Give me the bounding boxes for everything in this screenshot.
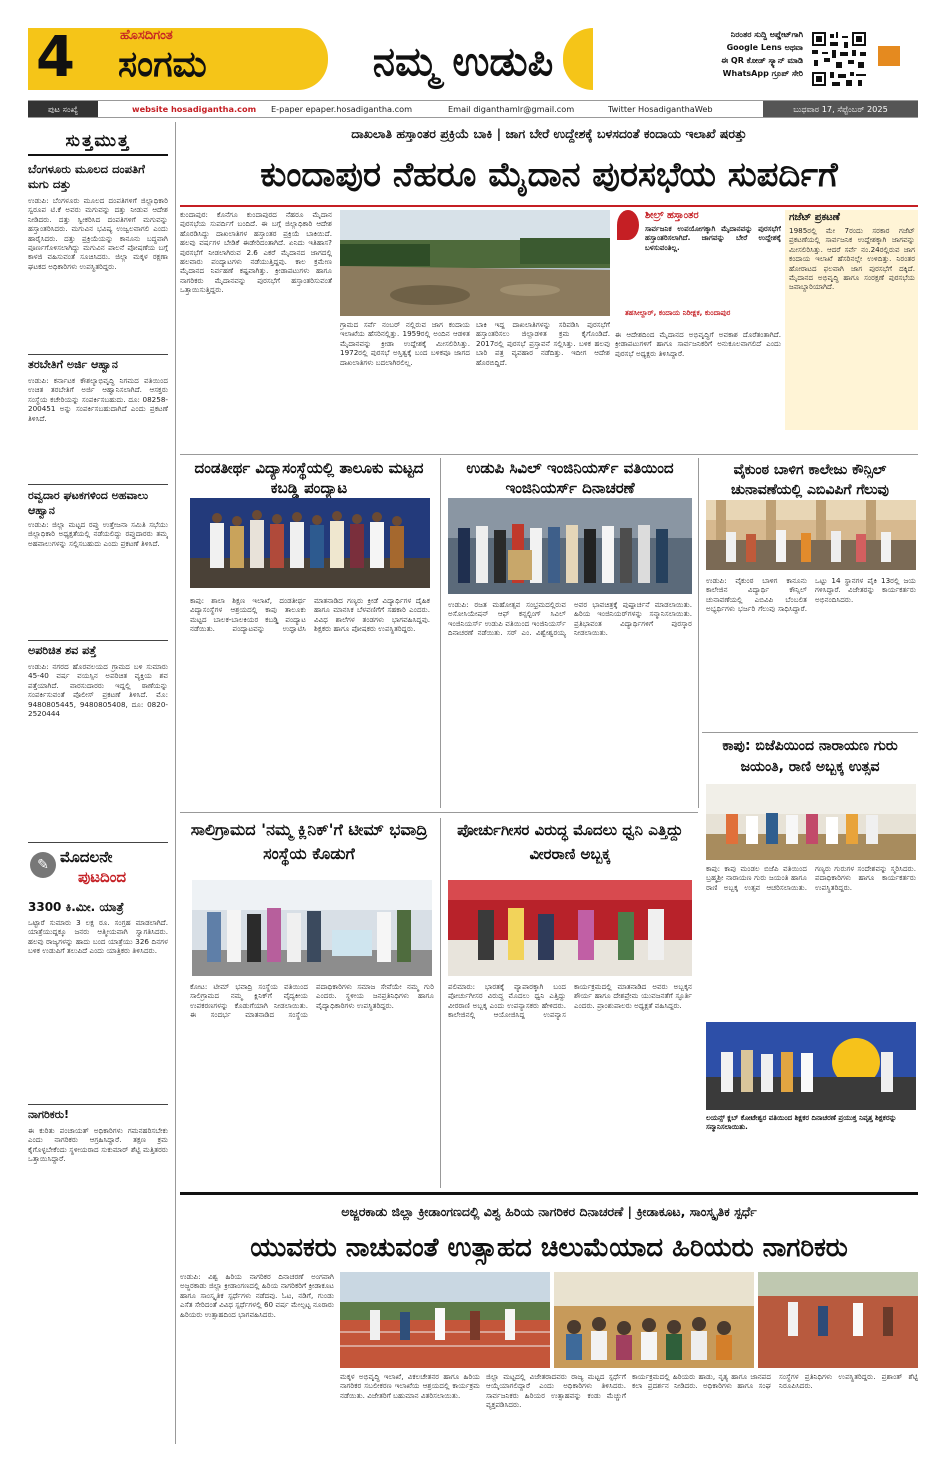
lions-photo-art [706, 1022, 916, 1110]
story-headline: ಪೋರ್ಚುಗೀಸರ ವಿರುದ್ಧ ಮೊದಲು ಧ್ವನಿ ಎತ್ತಿದ್ದು ವೀರರಾಣಿ ಅಬ್ಬಕ್ಕ [457, 821, 683, 863]
seated-photo [554, 1272, 754, 1368]
sidebar-headline: ತರಬೇತಿಗೆ ಅರ್ಜಿ ಆಹ್ವಾನ [28, 358, 118, 371]
sidebar-headline: ನಾಗರಿಕರು! [28, 1108, 70, 1121]
clinic-photo [192, 880, 432, 976]
abvp-photo [706, 500, 916, 570]
lead-column: ಗ್ರಾಮದ ಸರ್ವೆ ನಂಬರ್ ನಲ್ಲಿರುವ ಜಾಗ ಕಂದಾಯ ಇಲಾಖೆಯ ಹೆಸರಿನಲ್ಲಿತ್ತು. 1959ರಲ್ಲಿ ಅಂದಿನ ಆಡಳಿತ ಮೈದಾನವನ್ನು ಕ್ರೀಡಾ ಉದ್ದೇಶಕ್ಕೆ ಮೀಸಲಿರಿಸಿತ್ತು. 1972ರಲ್ಲಿ ಪುರಸಭೆ ಅಸ್ತಿತ್ವಕ್ಕೆ ಬಂದ ಬಳಿಕವೂ ಜಾಗದ ದಾಖಲಾತಿಗಳು ಬದಲಾಗಿರಲಿಲ್ಲ. [340, 320, 470, 367]
divider [698, 458, 699, 808]
brand-small: ಹೊಸದಿಗಂತ [120, 28, 173, 43]
bottom-headline: ಯುವಕರು ನಾಚುವಂತೆ ಉತ್ಸಾಹದ ಚಿಲುಮೆಯಾದ ಹಿರಿಯರು ನಾಗರಿಕರು [250, 1233, 848, 1263]
sidebar-story: ಉಡುಪಿ: ಬೆಂಗಳೂರು ಮೂಲದ ದಂಪತಿಗಳಿಗೆ ಜಿಲ್ಲಾಧಿಕಾರಿ ಸ್ವರೂಪ ಟಿ.ಕೆ ಅವರು ಮಗುವನ್ನು ದತ್ತು ನೀಡುವ ಆದೇಶ ನೀಡಿದರು. ದತ್ತು ಸ್ವೀಕರಿಸಿದ ದಂಪತಿಗಳಿಗೆ ಮಗುವನ್ನು ಹಸ್ತಾಂತರಿಸಿದರು. ಮಗುವಿನ ಭವಿಷ್ಯ ಉಜ್ವಲವಾಗಲಿ ಎಂದು ಹಾರೈಸಿದರು. ದತ್ತು ಪ್ರಕ್ರಿಯೆಯನ್ನು ಕಾನೂನು ಬದ್ಧವಾಗಿ ಪೂರ್ಣಗೊಳಿಸಲಾಗಿದ್ದು ಮಗುವಿನ ಪಾಲನೆ ಪೋಷಣೆಯ ಬಗ್ಗೆ ಕಾಳಜಿ ವಹಿಸುವಂತೆ ಸೂಚಿಸಿದರು. ಜಿಲ್ಲಾ ಮಕ್ಕಳ ರಕ್ಷಣಾ ಘಟಕದ ಅಧಿಕಾರಿಗಳು ಉಪಸ್ಥಿತರಿದ್ದರು. [28, 196, 168, 271]
story-headline: ಕಾಪು: ಬಿಜೆಪಿಯಿಂದ ನಾರಾಯಣ ಗುರು ಜಯಂತಿ, ರಾಣಿ ಅಬ್ಬಕ್ಕ ಉತ್ಸವ [722, 738, 898, 775]
badge-line-1: ಮೊದಲನೇ [60, 848, 113, 866]
brand-big: ಸಂಗಮ [118, 44, 207, 85]
story-body: ಕಾಪು: ಕಾಪು ಮಂಡಲ ಬಿಜೆಪಿ ವತಿಯಿಂದ ಬ್ರಹ್ಮಶ್ರೀ ನಾರಾಯಣ ಗುರು ಜಯಂತಿ ಹಾಗೂ ರಾಣಿ ಅಬ್ಬಕ್ಕ ಉತ್ಸವ ಆಚರಿಸಲಾಯಿತು. ಗಣ್ಯರು ಗುರುಗಳ ಸಂದೇಶವನ್ನು ಸ್ಮರಿಸಿದರು. ಪದಾಧಿಕಾರಿಗಳು ಹಾಗೂ ಕಾರ್ಯಕರ್ತರು ಉಪಸ್ಥಿತರಿದ್ದರು. [706, 864, 916, 892]
field-photo [340, 210, 610, 316]
clinic-photo-art [192, 880, 432, 976]
sidebar [28, 122, 168, 1444]
section-title: ನಮ್ಮ ಉಡುಪಿ [372, 39, 554, 85]
divider [440, 458, 441, 808]
story-body: ಕಾಪು: ಶಾಲಾ ಶಿಕ್ಷಣ ಇಲಾಖೆ, ದಂಡತೀರ್ಥ ವಿದ್ಯಾಸಂಸ್ಥೆಗಳ ಆಶ್ರಯದಲ್ಲಿ ಕಾಪು ತಾಲೂಕು ಮಟ್ಟದ ಬಾಲಕ-ಬಾಲಕಿಯರ ಕಬಡ್ಡಿ ಪಂದ್ಯಾಟ ನಡೆಯಿತು. ಪಂದ್ಯಾಟವನ್ನು ಉದ್ಘಾಟಿಸಿ ಮಾತನಾಡಿದ ಗಣ್ಯರು ಕ್ರೀಡೆ ವಿದ್ಯಾರ್ಥಿಗಳ ದೈಹಿಕ ಹಾಗೂ ಮಾನಸಿಕ ಬೆಳವಣಿಗೆಗೆ ಸಹಕಾರಿ ಎಂದರು. ವಿವಿಧ ಶಾಲೆಗಳ ತಂಡಗಳು ಭಾಗವಹಿಸಿದ್ದವು. ಶಿಕ್ಷಕರು ಹಾಗೂ ಪೋಷಕರು ಉಪಸ್ಥಿತರಿದ್ದರು. [190, 596, 430, 634]
sidebar-story: ಉಡುಪಿ: ಕರ್ನಾಟಕ ಕೌಶಲ್ಯಾಭಿವೃದ್ಧಿ ನಿಗಮದ ವತಿಯಿಂದ ಉಚಿತ ತರಬೇತಿಗೆ ಅರ್ಜಿ ಆಹ್ವಾನಿಸಲಾಗಿದೆ. ಆಸಕ್ತರು ಸಂಸ್ಥೆಯ ಕಚೇರಿಯನ್ನು ಸಂಪರ್ಕಿಸಬಹುದು. ದೂ: 08258-200451 ಅನ್ನು ಸಂಪರ್ಕಿಸಬಹುದಾಗಿದೆ ಎಂದು ಪ್ರಕಟಣೆ ತಿಳಿಸಿದೆ. [28, 376, 168, 423]
lead-column: ಕುಂದಾಪುರ: ಕೊನೆಗೂ ಕುಂದಾಪುರದ ನೆಹರೂ ಮೈದಾನ ಪುರಸಭೆಯ ಸುಪರ್ದಿಗೆ ಬಂದಿದೆ. ಈ ಬಗ್ಗೆ ಜಿಲ್ಲಾಧಿಕಾರಿ ಆದೇಶ ಹೊರಡಿಸಿದ್ದು ದಾಖಲಾತಿಗಳ ಹಸ್ತಾಂತರ ಪ್ರಕ್ರಿಯೆ ಬಾಕಿಯಿದೆ. ಹಲವು ವರ್ಷಗಳ ಬೇಡಿಕೆ ಈಡೇರಿದಂತಾಗಿದೆ. ಏನಿದು ಇತಿಹಾಸ? ಪುರಸಭೆಗೆ ನೀಡಲಾಗಿರುವ 2.6 ಎಕರೆ ಮೈದಾನದ ಜಾಗದಲ್ಲಿ ಹಲವಾರು ಪಂದ್ಯಾಟಗಳು ನಡೆಯುತ್ತಿದ್ದವು. ಕಾಲ ಕ್ರಮೇಣ ಮೈದಾನದ ನಿರ್ವಹಣೆ ಕಷ್ಟವಾಗಿತ್ತು. ಕ್ರೀಡಾಪಟುಗಳು ಹಾಗೂ ನಾಗರಿಕರು ಮೈದಾನವನ್ನು ಪುರಸಭೆಗೆ ಹಸ್ತಾಂತರಿಸುವಂತೆ ಒತ್ತಾಯಿಸುತ್ತಿದ್ದರು. [180, 210, 332, 295]
continued-badge [28, 848, 168, 892]
story-body: ಪಲಿಮಾರು: ಭಾರತಕ್ಕೆ ವ್ಯಾಪಾರಕ್ಕಾಗಿ ಬಂದ ಪೋರ್ಚುಗೀಸರ ವಿರುದ್ಧ ಮೊದಲು ಧ್ವನಿ ಎತ್ತಿದ್ದು ವೀರರಾಣಿ ಅಬ್ಬಕ್ಕ ಎಂದು ಉಪನ್ಯಾಸಕರು ಹೇಳಿದರು. ಕಾಲೇಜಿನಲ್ಲಿ ಆಯೋಜಿಸಿದ್ದ ಉಪನ್ಯಾಸ ಕಾರ್ಯಕ್ರಮದಲ್ಲಿ ಮಾತನಾಡಿದ ಅವರು ಅಬ್ಬಕ್ಕನ ಶೌರ್ಯ ಹಾಗೂ ದೇಶಪ್ರೇಮ ಯುವಜನತೆಗೆ ಸ್ಫೂರ್ತಿ ಎಂದರು. ಪ್ರಾಂಶುಪಾಲರು ಅಧ್ಯಕ್ಷತೆ ವಹಿಸಿದ್ದರು. [448, 982, 692, 1020]
quote-body: ಸಾರ್ವಜನಿಕ ಉಪಯೋಗಕ್ಕಾಗಿ ಮೈದಾನವನ್ನು ಪುರಸಭೆಗೆ ಹಸ್ತಾಂತರಿಸಲಾಗಿದೆ. ಜಾಗವನ್ನು ಬೇರೆ ಉದ್ದೇಶಕ್ಕೆ ಬಳಸುವಂತಿಲ್ಲ. [645, 224, 781, 252]
abbakka-photo-art [448, 880, 692, 976]
qr-code-icon[interactable] [810, 30, 868, 88]
divider [180, 812, 698, 813]
quote-who: ತಹಸೀಲ್ದಾರ್, ಕಂದಾಯ ನಿರೀಕ್ಷಕ, ಕುಂದಾಪುರ [625, 308, 731, 317]
sidebar-story: ಉಡುಪಿ: ನಗರದ ಹೊರವಲಯದ ಗ್ರಾಮದ ಬಳಿ ಸುಮಾರು 45-40 ವರ್ಷ ವಯಸ್ಸಿನ ಅಪರಿಚಿತ ವ್ಯಕ್ತಿಯ ಶವ ಪತ್ತೆಯಾಗಿದೆ. ವಾರಸುದಾರರು ಇದ್ದಲ್ಲಿ ಠಾಣೆಯನ್ನು ಸಂಪರ್ಕಿಸುವಂತೆ ಪೊಲೀಸ್ ಪ್ರಕಟಣೆ ತಿಳಿಸಿದೆ. ಮೊ: 9480805445, 9480805408, ದೂ: 0820-2520444 [28, 662, 168, 719]
email-link[interactable]: Email diganthamlr@gmail.com [448, 104, 575, 114]
divider [28, 354, 168, 355]
kabaddi-photo-art [190, 498, 430, 588]
divider [28, 1104, 168, 1105]
bottom-column: ಕಾರ್ಯಕ್ರಮದಲ್ಲಿ ಹಿರಿಯರು ಹಾಡು, ನೃತ್ಯ ಹಾಗೂ ಜಾನಪದ ಕಲಾ ಪ್ರದರ್ಶನ ನೀಡಿದರು. ಅಧಿಕಾರಿಗಳು ಹಾಗೂ ಸಂಘ ಸಂಸ್ಥೆಗಳ ಪ್ರತಿನಿಧಿಗಳು ಉಪಸ್ಥಿತರಿದ್ದರು. ಪ್ರಶಾಂತ್ ಶೆಟ್ಟಿ ನಿರೂಪಿಸಿದರು. [632, 1372, 918, 1391]
divider [702, 732, 918, 733]
twitter-link[interactable]: Twitter HosadiganthaWeb [608, 104, 713, 114]
pen-icon: ✎ [30, 852, 56, 878]
bjp-photo-art [706, 784, 916, 860]
story-headline: ಸಾಲಿಗ್ರಾಮದ 'ನಮ್ಮ ಕ್ಲಿನಿಕ್'ಗೆ ಟೀಮ್ ಭವಾದ್ರಿ ಸಂಸ್ಥೆಯ ಕೊಡುಗೆ [190, 820, 428, 863]
lead-column: ಬಾಕಿ ಇದ್ದ ದಾಖಲಾತಿಗಳನ್ನು ಸರಿಪಡಿಸಿ ಪುರಸಭೆಗೆ ಹಸ್ತಾಂತರಿಸಲು ಜಿಲ್ಲಾಡಳಿತ ಕ್ರಮ ಕೈಗೊಂಡಿದೆ. 2017ರಲ್ಲಿ ಪುರಸಭೆ ಪ್ರಸ್ತಾವನೆ ಸಲ್ಲಿಸಿತ್ತು. ಬಳಿಕ ಹಲವು ಬಾರಿ ಪತ್ರ ವ್ಯವಹಾರ ನಡೆದಿತ್ತು. ಇದೀಗ ಆದೇಶ ಹೊರಬಿದ್ದಿದೆ. [476, 320, 610, 367]
lead-rule [180, 205, 918, 207]
masthead [28, 22, 918, 98]
story-headline: ಉಡುಪಿ ಸಿವಿಲ್ ಇಂಜಿನಿಯರ್ಸ್ ವತಿಯಿಂದ ಇಂಜಿನಿಯರ್ಸ್ ದಿನಾಚರಣೆ [466, 459, 674, 497]
track-photo-art [758, 1272, 918, 1368]
lions-caption: ಲಯನ್ಸ್ ಕ್ಲಬ್ ಕೋಟೇಶ್ವರ ವತಿಯಿಂದ ಶಿಕ್ಷಕರ ದಿನಾಚರಣೆ ಪ್ರಯುಕ್ತ ನಿವೃತ್ತ ಶಿಕ್ಷಕರನ್ನು ಸನ್ಮಾನಿಸಲಾಯಿತು. [706, 1114, 897, 1131]
badge-line-2: ಪುಟದಿಂದ [78, 868, 127, 886]
lions-photo [706, 1022, 916, 1110]
page-number: 4 [36, 25, 75, 90]
epaper-link[interactable]: E-paper epaper.hosadigantha.com [271, 104, 413, 114]
sidebar-story: ಒಟ್ಟಾರೆ ಸುಮಾರು 3 ಲಕ್ಷ ರೂ. ಸಂಗ್ರಹ ಮಾಡಲಾಗಿದೆ. ಯಾತ್ರೆಯುದ್ದಕ್ಕೂ ಜನರು ಆತ್ಮೀಯವಾಗಿ ಸ್ವಾಗತಿಸಿದರು. ಹಲವು ರಾಜ್ಯಗಳನ್ನು ಹಾದು ಬಂದ ಯಾತ್ರೆಯು 326 ದಿನಗಳ ಬಳಿಕ ಉಡುಪಿಗೆ ತಲುಪಿದೆ ಎಂದು ಯಾತ್ರಿಕರು ತಿಳಿಸಿದರು. [28, 918, 168, 956]
gazette-box [785, 210, 918, 430]
qr-text [638, 28, 803, 80]
quote-rest: ಈ ಆದೇಶದಿಂದ ಮೈದಾನದ ಅಭಿವೃದ್ಧಿಗೆ ಅವಕಾಶ ದೊರೆತಂತಾಗಿದೆ. ಕ್ರೀಡಾಪಟುಗಳಿಗೆ ಹಾಗೂ ಸಾರ್ವಜನಿಕರಿಗೆ ಅನುಕೂಲವಾಗಲಿದೆ ಎಂದು ಪುರಸಭೆ ಅಧ್ಯಕ್ಷರು ತಿಳಿಸಿದ್ದಾರೆ. [615, 330, 781, 358]
abbakka-photo [448, 880, 692, 976]
qr-line: ನಿರಂತರ ಸುದ್ದಿ ಅಪ್ಡೇಟ್‌ಗಾಗಿ [730, 30, 803, 39]
quote-icon [617, 210, 639, 240]
sidebar-story: ಉಡುಪಿ: ಜಿಲ್ಲಾ ಮಟ್ಟದ ರಪ್ತು ಉತ್ತೇಜನಾ ಸಮಿತಿ ಸಭೆಯು ಜಿಲ್ಲಾಧಿಕಾರಿ ಅಧ್ಯಕ್ಷತೆಯಲ್ಲಿ ನಡೆಯಲಿದ್ದು ರಪ್ತುದಾರರು ತಮ್ಮ ಅಹವಾಲುಗಳನ್ನು ಸಲ್ಲಿಸಬಹುದು ಎಂದು ಪ್ರಕಟಣೆ ತಿಳಿಸಿದೆ. [28, 520, 168, 548]
gazette-body: 1985ರಲ್ಲಿ ಮೇ 7ರಂದು ಸರಕಾರ ಗಜೆಟ್ ಪ್ರಕಟಣೆಯಲ್ಲಿ ಸಾರ್ವಜನಿಕ ಉದ್ದೇಶಕ್ಕಾಗಿ ಜಾಗವನ್ನು ಮೀಸಲಿರಿಸಿತ್ತು. ಆದರೆ ಸರ್ವೆ ನಂ.24ರಲ್ಲಿರುವ ಜಾಗ ಕಂದಾಯ ಇಲಾಖೆ ಹೆಸರಿನಲ್ಲೇ ಉಳಿದಿತ್ತು. ನಿರಂತರ ಹೋರಾಟದ ಫಲವಾಗಿ ಜಾಗ ಪುರಸಭೆಗೆ ದಕ್ಕಿದೆ. ಮೈದಾನದ ಅಭಿವೃದ್ಧಿ ಹಾಗೂ ಸಂರಕ್ಷಣೆ ಪುರಸಭೆಯ ಜವಾಬ್ದಾರಿಯಾಗಿದೆ. [789, 226, 915, 292]
orange-tab [878, 46, 900, 66]
website-link[interactable]: website hosadigantha.com [132, 104, 257, 114]
info-strip [28, 100, 918, 118]
divider [180, 454, 918, 455]
bottom-column: ಮಕ್ಕಳ ಅಭಿವೃದ್ಧಿ ಇಲಾಖೆ, ವಿಕಲಚೇತನರ ಹಾಗೂ ಹಿರಿಯ ನಾಗರಿಕರ ಸಬಲೀಕರಣ ಇಲಾಖೆಯ ಆಶ್ರಯದಲ್ಲಿ ಕಾರ್ಯಕ್ರಮ ನಡೆಯಿತು. ವಿಜೇತರಿಗೆ ಬಹುಮಾನ ವಿತರಿಸಲಾಯಿತು. [340, 1372, 480, 1400]
sidebar-headline: ಅಪರಿಚಿತ ಶವ ಪತ್ತೆ [28, 644, 97, 657]
quote-name: ಶೀಲ್ರ್ ಹಸ್ತಾಂತರ [645, 210, 699, 221]
quote-box [615, 210, 783, 430]
divider [180, 1192, 918, 1195]
race-photo-art [340, 1272, 550, 1368]
story-body: ಉಡುಪಿ: ವೈಕುಂಠ ಬಾಳಿಗ ಕಾನೂನು ಕಾಲೇಜಿನ ವಿದ್ಯಾರ್ಥಿ ಕೌನ್ಸಿಲ್ ಚುನಾವಣೆಯಲ್ಲಿ ಎಬಿವಿಪಿ ಬೆಂಬಲಿತ ಅಭ್ಯರ್ಥಿಗಳು ಭರ್ಜರಿ ಗೆಲುವು ಸಾಧಿಸಿದ್ದಾರೆ. ಒಟ್ಟು 14 ಸ್ಥಾನಗಳ ಪೈಕಿ 13ರಲ್ಲಿ ಜಯ ಗಳಿಸಿದ್ದಾರೆ. ವಿಜೇತರನ್ನು ಕಾರ್ಯಕರ್ತರು ಅಭಿನಂದಿಸಿದರು. [706, 576, 916, 614]
field-photo-art [340, 210, 610, 316]
lead-kicker: ದಾಖಲಾತಿ ಹಸ್ತಾಂತರ ಪ್ರಕ್ರಿಯೆ ಬಾಕಿ | ಜಾಗ ಬೇರೆ ಉದ್ದೇಶಕ್ಕೆ ಬಳಸದಂತೆ ಕಂದಾಯ ಇಲಾಖೆ ಷರತ್ತು [351, 126, 747, 141]
seated-photo-art [554, 1272, 754, 1368]
race-photo [340, 1272, 550, 1368]
story-body: ಉಡುಪಿ: ರಜತ ಮಹೋತ್ಸವ ಸಂಭ್ರಮದಲ್ಲಿರುವ ಅಸೋಸಿಯೇಷನ್ ಆಫ್ ಕನ್ಸಲ್ಟಿಂಗ್ ಸಿವಿಲ್ ಇಂಜಿನಿಯರ್ಸ್ ಉಡುಪಿ ವತಿಯಿಂದ ಇಂಜಿನಿಯರ್ಸ್ ದಿನಾಚರಣೆ ನಡೆಯಿತು. ಸರ್ ಎಂ. ವಿಶ್ವೇಶ್ವರಯ್ಯ ಅವರ ಭಾವಚಿತ್ರಕ್ಕೆ ಪುಷ್ಪಾರ್ಚನೆ ಮಾಡಲಾಯಿತು. ಹಿರಿಯ ಇಂಜಿನಿಯರ್‌ಗಳನ್ನು ಸನ್ಮಾನಿಸಲಾಯಿತು. ಪ್ರತಿಭಾವಂತ ವಿದ್ಯಾರ್ಥಿಗಳಿಗೆ ಪುರಸ್ಕಾರ ನೀಡಲಾಯಿತು. [448, 600, 692, 638]
track-photo [758, 1272, 918, 1368]
divider [28, 640, 168, 641]
kabaddi-photo [190, 498, 430, 588]
issue-date: ಬುಧವಾರ 17, ಸೆಪ್ಟೆಂಬರ್ 2025 [763, 101, 918, 117]
lead-headline: ಕುಂದಾಪುರ ನೆಹರೂ ಮೈದಾನ ಪುರಸಭೆಯ ಸುಪರ್ದಿಗೆ [260, 155, 838, 195]
bottom-column: ಉಡುಪಿ: ವಿಶ್ವ ಹಿರಿಯ ನಾಗರಿಕರ ದಿನಾಚರಣೆ ಅಂಗವಾಗಿ ಅಜ್ಜರಕಾಡು ಜಿಲ್ಲಾ ಕ್ರೀಡಾಂಗಣದಲ್ಲಿ ಹಿರಿಯ ನಾಗರಿಕರಿಗೆ ಕ್ರೀಡಾಕೂಟ ಹಾಗೂ ಸಾಂಸ್ಕೃತಿಕ ಸ್ಪರ್ಧೆಗಳು ನಡೆದವು. ಓಟ, ನಡಿಗೆ, ಗುಂಡು ಎಸೆತ ಸೇರಿದಂತೆ ವಿವಿಧ ಸ್ಪರ್ಧೆಗಳಲ್ಲಿ 60 ವರ್ಷ ಮೇಲ್ಪಟ್ಟ ನೂರಾರು ಹಿರಿಯರು ಉತ್ಸಾಹದಿಂದ ಭಾಗವಹಿಸಿದರು. [180, 1272, 334, 1319]
divider [440, 818, 441, 1188]
page-tag: ಪುಟ ಸಂಖ್ಯೆ [28, 101, 98, 117]
story-body: ಕೋಟ: ಟೀಮ್ ಭವಾದ್ರಿ ಸಂಸ್ಥೆಯ ವತಿಯಿಂದ ಸಾಲಿಗ್ರಾಮದ ನಮ್ಮ ಕ್ಲಿನಿಕ್‌ಗೆ ವೈದ್ಯಕೀಯ ಉಪಕರಣಗಳನ್ನು ಕೊಡುಗೆಯಾಗಿ ನೀಡಲಾಯಿತು. ಈ ಸಂದರ್ಭ ಮಾತನಾಡಿದ ಸಂಸ್ಥೆಯ ಪದಾಧಿಕಾರಿಗಳು ಸಮಾಜ ಸೇವೆಯೇ ನಮ್ಮ ಗುರಿ ಎಂದರು. ಸ್ಥಳೀಯ ಜನಪ್ರತಿನಿಧಿಗಳು ಹಾಗೂ ವೈದ್ಯಾಧಿಕಾರಿಗಳು ಉಪಸ್ಥಿತರಿದ್ದರು. [190, 982, 434, 1020]
abvp-photo-art [706, 500, 916, 570]
sidebar-headline: ಬೆಂಗಳೂರು ಮೂಲದ ದಂಪತಿಗೆ ಮಗು ದತ್ತು [28, 162, 145, 191]
engineers-photo [448, 498, 692, 594]
sidebar-title: ಸುತ್ತಮುತ್ತ [28, 126, 168, 156]
qr-line: Google Lens ಅಥವಾ [726, 43, 803, 52]
story-headline: ವೈಕುಂಠ ಬಾಳಿಗ ಕಾಲೇಜು ಕೌನ್ಸಿಲ್ ಚುನಾವಣೆಯಲ್ಲಿ ಎಬಿವಿಪಿಗೆ ಗೆಲುವು [731, 462, 889, 498]
sidebar-headline: 3300 ಕಿ.ಮೀ. ಯಾತ್ರೆ [28, 900, 124, 914]
qr-line: WhatsApp ಗ್ರೂಪ್ ಸೇರಿ [722, 69, 803, 78]
divider [28, 842, 168, 843]
bottom-column: ಜಿಲ್ಲಾ ಮಟ್ಟದಲ್ಲಿ ವಿಜೇತರಾದವರು ರಾಜ್ಯ ಮಟ್ಟದ ಸ್ಪರ್ಧೆಗೆ ಆಯ್ಕೆಯಾಗಲಿದ್ದಾರೆ ಎಂದು ಅಧಿಕಾರಿಗಳು ತಿಳಿಸಿದರು. ಸಾರ್ವಜನಿಕರು ಹಿರಿಯರ ಉತ್ಸಾಹವನ್ನು ಕಂಡು ಮೆಚ್ಚುಗೆ ವ್ಯಕ್ತಪಡಿಸಿದರು. [486, 1372, 626, 1410]
bottom-kicker: ಅಜ್ಜರಕಾಡು ಜಿಲ್ಲಾ ಕ್ರೀಡಾಂಗಣದಲ್ಲಿ ವಿಶ್ವ ಹಿರಿಯ ನಾಗರಿಕರ ದಿನಾಚರಣೆ | ಕ್ರೀಡಾಕೂಟ, ಸಾಂಸ್ಕೃತಿಕ ಸ್ಪರ್ಧೆ [341, 1204, 757, 1219]
sidebar-story: ಈ ಕುರಿತು ಪಂಚಾಯತ್ ಅಧಿಕಾರಿಗಳು ಗಮನಹರಿಸಬೇಕು ಎಂದು ನಾಗರಿಕರು ಆಗ್ರಹಿಸಿದ್ದಾರೆ. ತಕ್ಷಣ ಕ್ರಮ ಕೈಗೊಳ್ಳಬೇಕೆಂದು ಸ್ಥಳೀಯರಾದ ಸುಕುಮಾರ್ ಶೆಟ್ಟಿ ಮತ್ತಿತರರು ಒತ್ತಾಯಿಸಿದ್ದಾರೆ. [28, 1126, 168, 1164]
sidebar-headline: ರವ್ವದಾರ ಘಟಕಗಳಿಂದ ಅಹವಾಲು ಆಹ್ವಾನ [28, 489, 149, 517]
divider [28, 484, 168, 485]
qr-line: ಈ QR ಕೋಡ್ ಸ್ಕ್ಯಾನ್ ಮಾಡಿ [721, 56, 803, 65]
story-headline: ದಂಡತೀರ್ಥ ವಿದ್ಯಾಸಂಸ್ಥೆಯಲ್ಲಿ ತಾಲೂಕು ಮಟ್ಟದ ಕಬಡ್ಡಿ ಪಂದ್ಯಾಟ [194, 459, 424, 497]
bjp-photo [706, 784, 916, 860]
engineers-photo-art [448, 498, 692, 594]
gazette-head: ಗಜೆಟ್ ಪ್ರಕಟಣೆ [789, 212, 840, 223]
sidebar-divider [175, 122, 176, 1444]
